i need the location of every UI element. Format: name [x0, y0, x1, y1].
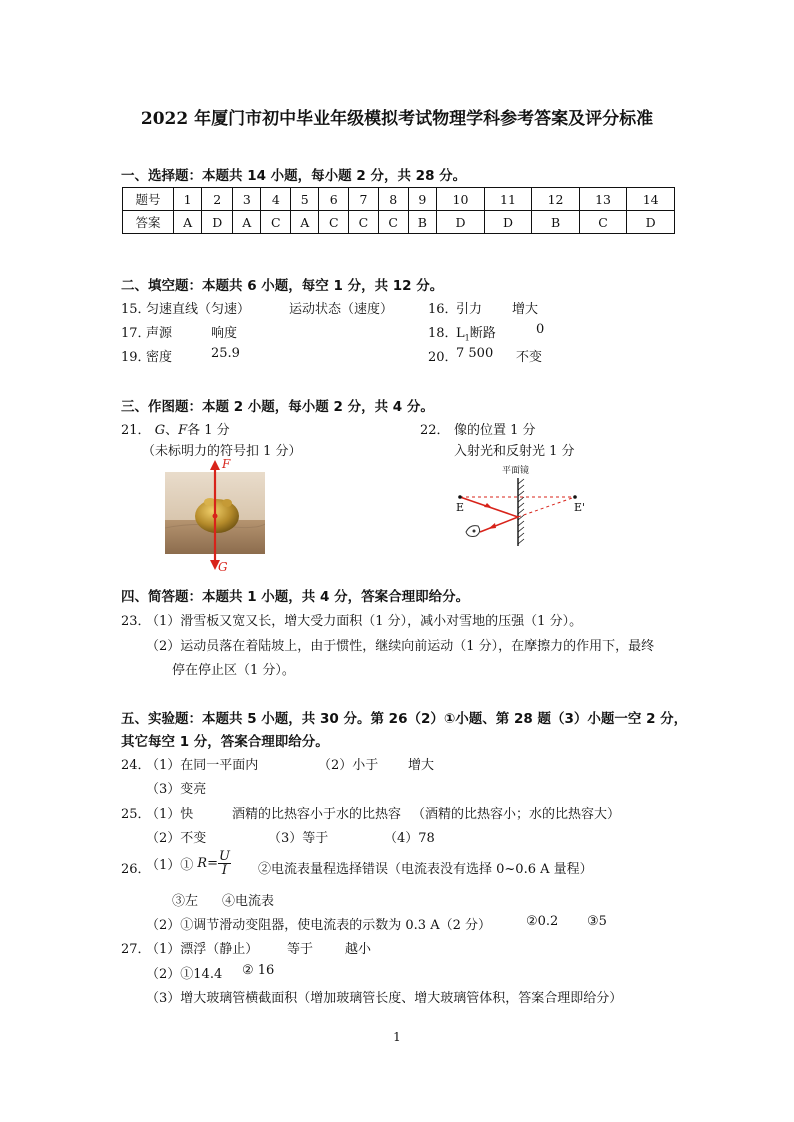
table-cell: A	[233, 211, 261, 234]
q15-answer-2: 运动状态（速度）	[289, 302, 394, 317]
q24-part3: （3）变亮	[146, 782, 207, 797]
q21-note: （未标明力的符号扣 1 分）	[142, 444, 302, 459]
section3-heading: 三、作图题：本题 2 小题，每小题 2 分，共 4 分。	[121, 399, 434, 415]
q19-answer-1: 密度	[146, 350, 173, 365]
q23-part2-line1: （2）运动员落在着陆坡上，由于惯性，继续向前运动（1 分），在摩擦力的作用下，最终	[146, 639, 655, 654]
q26-part1-d: ④电流表	[222, 894, 275, 909]
q19-answer-2: 25.9	[211, 346, 240, 361]
q18-answer-2: 0	[536, 322, 545, 337]
q17-answer-2: 响度	[211, 326, 238, 341]
q20-number: 20．	[428, 350, 458, 365]
q27-part1-a: （1）漂浮（静止）	[146, 942, 259, 957]
table-cell: D	[484, 211, 532, 234]
table-cell: 4	[261, 188, 291, 211]
page-number: 1	[393, 1030, 401, 1044]
point-E	[458, 495, 462, 499]
q24-part1: （1）在同一平面内	[146, 758, 259, 773]
q25-part2: （2）不变	[146, 831, 207, 846]
table-cell: 9	[408, 188, 437, 211]
table-cell: 5	[291, 188, 319, 211]
section5-heading-1: 五、实验题：本题共 5 小题，共 30 分。第 26（2）①小题、第 28 题（3）小题一空 2 分，	[121, 711, 688, 727]
table-cell: C	[319, 211, 349, 234]
q20-answer-1: 7 500	[456, 346, 494, 361]
table-row-numbers	[123, 188, 675, 211]
arrow-up-F	[210, 460, 220, 470]
q22-line2: 入射光和反射光 1 分	[454, 444, 575, 459]
answer-table	[122, 187, 675, 234]
table-cell: A	[291, 211, 319, 234]
table-row-answers	[123, 211, 675, 234]
q27-number: 27．	[121, 942, 151, 957]
q26-number: 26．	[121, 862, 151, 877]
q18-answer-1: $L_1$断路	[456, 326, 496, 343]
q24-part2: （2）小于	[318, 758, 379, 773]
point-E-image	[573, 495, 577, 499]
q23-part2-line2: 停在停止区（1 分）。	[172, 663, 295, 678]
q26-part2-a: （2）①调节滑动变阻器，使电流表的示数为 0.3 A（2 分）	[146, 918, 492, 933]
q17-answer-1: 声源	[146, 326, 173, 341]
q15-number: 15．	[121, 302, 151, 317]
q22-number: 22．	[420, 423, 450, 438]
table-cell: D	[627, 211, 675, 234]
table-cell: 6	[319, 188, 349, 211]
q24-number: 24．	[121, 758, 151, 773]
section4-heading: 四、简答题：本题共 1 小题，共 4 分，答案合理即给分。	[121, 589, 470, 605]
table-cell: A	[174, 211, 202, 234]
table-cell: D	[202, 211, 233, 234]
label-E-image: E'	[574, 501, 586, 514]
table-cell: B	[532, 211, 580, 234]
q20-answer-2: 不变	[516, 350, 543, 365]
table-cell: 1	[174, 188, 202, 211]
q26-part2-b: ②0.2	[526, 914, 559, 929]
q25-part3: （3）等于	[268, 831, 329, 846]
q16-answer-1: 引力	[456, 302, 483, 317]
mirror-label: 平面镜	[502, 466, 530, 476]
q21-figure-svg	[165, 458, 265, 578]
q19-number: 19．	[121, 350, 151, 365]
table-cell: 3	[233, 188, 261, 211]
q17-number: 17．	[121, 326, 151, 341]
q26-part2-c: ③5	[587, 914, 607, 929]
table-cell: C	[349, 211, 379, 234]
q21-figure	[165, 458, 265, 578]
q18-number: 18．	[428, 326, 458, 341]
table-cell: C	[261, 211, 291, 234]
q23-number: 23．	[121, 614, 151, 629]
q27-part3: （3）增大玻璃管横截面积（增加玻璃管长度、增大玻璃管体积，答案合理即给分）	[146, 991, 623, 1006]
q25-part1-c: （酒精的比热容小；水的比热容大）	[412, 807, 621, 822]
section5-heading-2: 其它每空 1 分，答案合理即给分。	[121, 734, 329, 750]
table-cell: 11	[484, 188, 532, 211]
q25-part4: （4）78	[384, 831, 435, 846]
page-title: 2022 年厦门市初中毕业年级模拟考试物理学科参考答案及评分标准	[140, 109, 654, 129]
table-cell: C	[378, 211, 408, 234]
section1-heading: 一、选择题：本题共 14 小题，每小题 2 分，共 28 分。	[121, 168, 467, 184]
table-cell: 7	[349, 188, 379, 211]
table-cell: 2	[202, 188, 233, 211]
q26-formula: （1）① R= $\frac{U}{I}$	[146, 849, 230, 878]
table-cell: 10	[437, 188, 485, 211]
table-cell: C	[579, 211, 627, 234]
table-cell: B	[408, 211, 437, 234]
q27-part1-b: 等于	[287, 942, 314, 957]
q15-answer-1: 匀速直线（匀速）	[146, 302, 251, 317]
label-E: E	[456, 501, 465, 514]
q25-number: 25．	[121, 807, 151, 822]
table-cell: D	[437, 211, 485, 234]
q16-answer-2: 增大	[512, 302, 539, 317]
table-cell: 13	[579, 188, 627, 211]
label-F: F	[222, 457, 231, 471]
q21-line1: 21． G、F各 1 分	[121, 423, 230, 438]
q27-part2-a: （2）①14.4	[146, 967, 223, 982]
table-cell: 8	[378, 188, 408, 211]
q25-part1-a: （1）快	[146, 807, 194, 822]
section2-heading: 二、填空题：本题共 6 小题，每空 1 分，共 12 分。	[121, 278, 444, 294]
row-label-answer: 答案	[123, 211, 174, 234]
reflected-ray	[480, 517, 518, 532]
q27-part1-c: 越小	[345, 942, 372, 957]
table-cell: 14	[627, 188, 675, 211]
table-cell: 12	[532, 188, 580, 211]
q23-part1: （1）滑雪板又宽又长，增大受力面积（1 分），减小对雪地的压强（1 分）。	[146, 614, 583, 629]
q22-line1: 像的位置 1 分	[454, 423, 536, 438]
q24-part2-b: 增大	[408, 758, 435, 773]
q16-number: 16．	[428, 302, 458, 317]
q26-part1-b: ②电流表量程选择错误（电流表没有选择 0~0.6 A 量程）	[258, 862, 593, 877]
row-label-number: 题号	[123, 188, 174, 211]
q25-part1-b: 酒精的比热容小于水的比热容	[232, 807, 402, 822]
fraction-U-over-I: $\frac{U}{I}$	[218, 849, 230, 878]
q27-part2-b: ② 16	[242, 963, 275, 978]
q26-part1-c: ③左	[172, 894, 199, 909]
extension-dashed	[518, 497, 575, 517]
label-G: G	[218, 560, 228, 574]
